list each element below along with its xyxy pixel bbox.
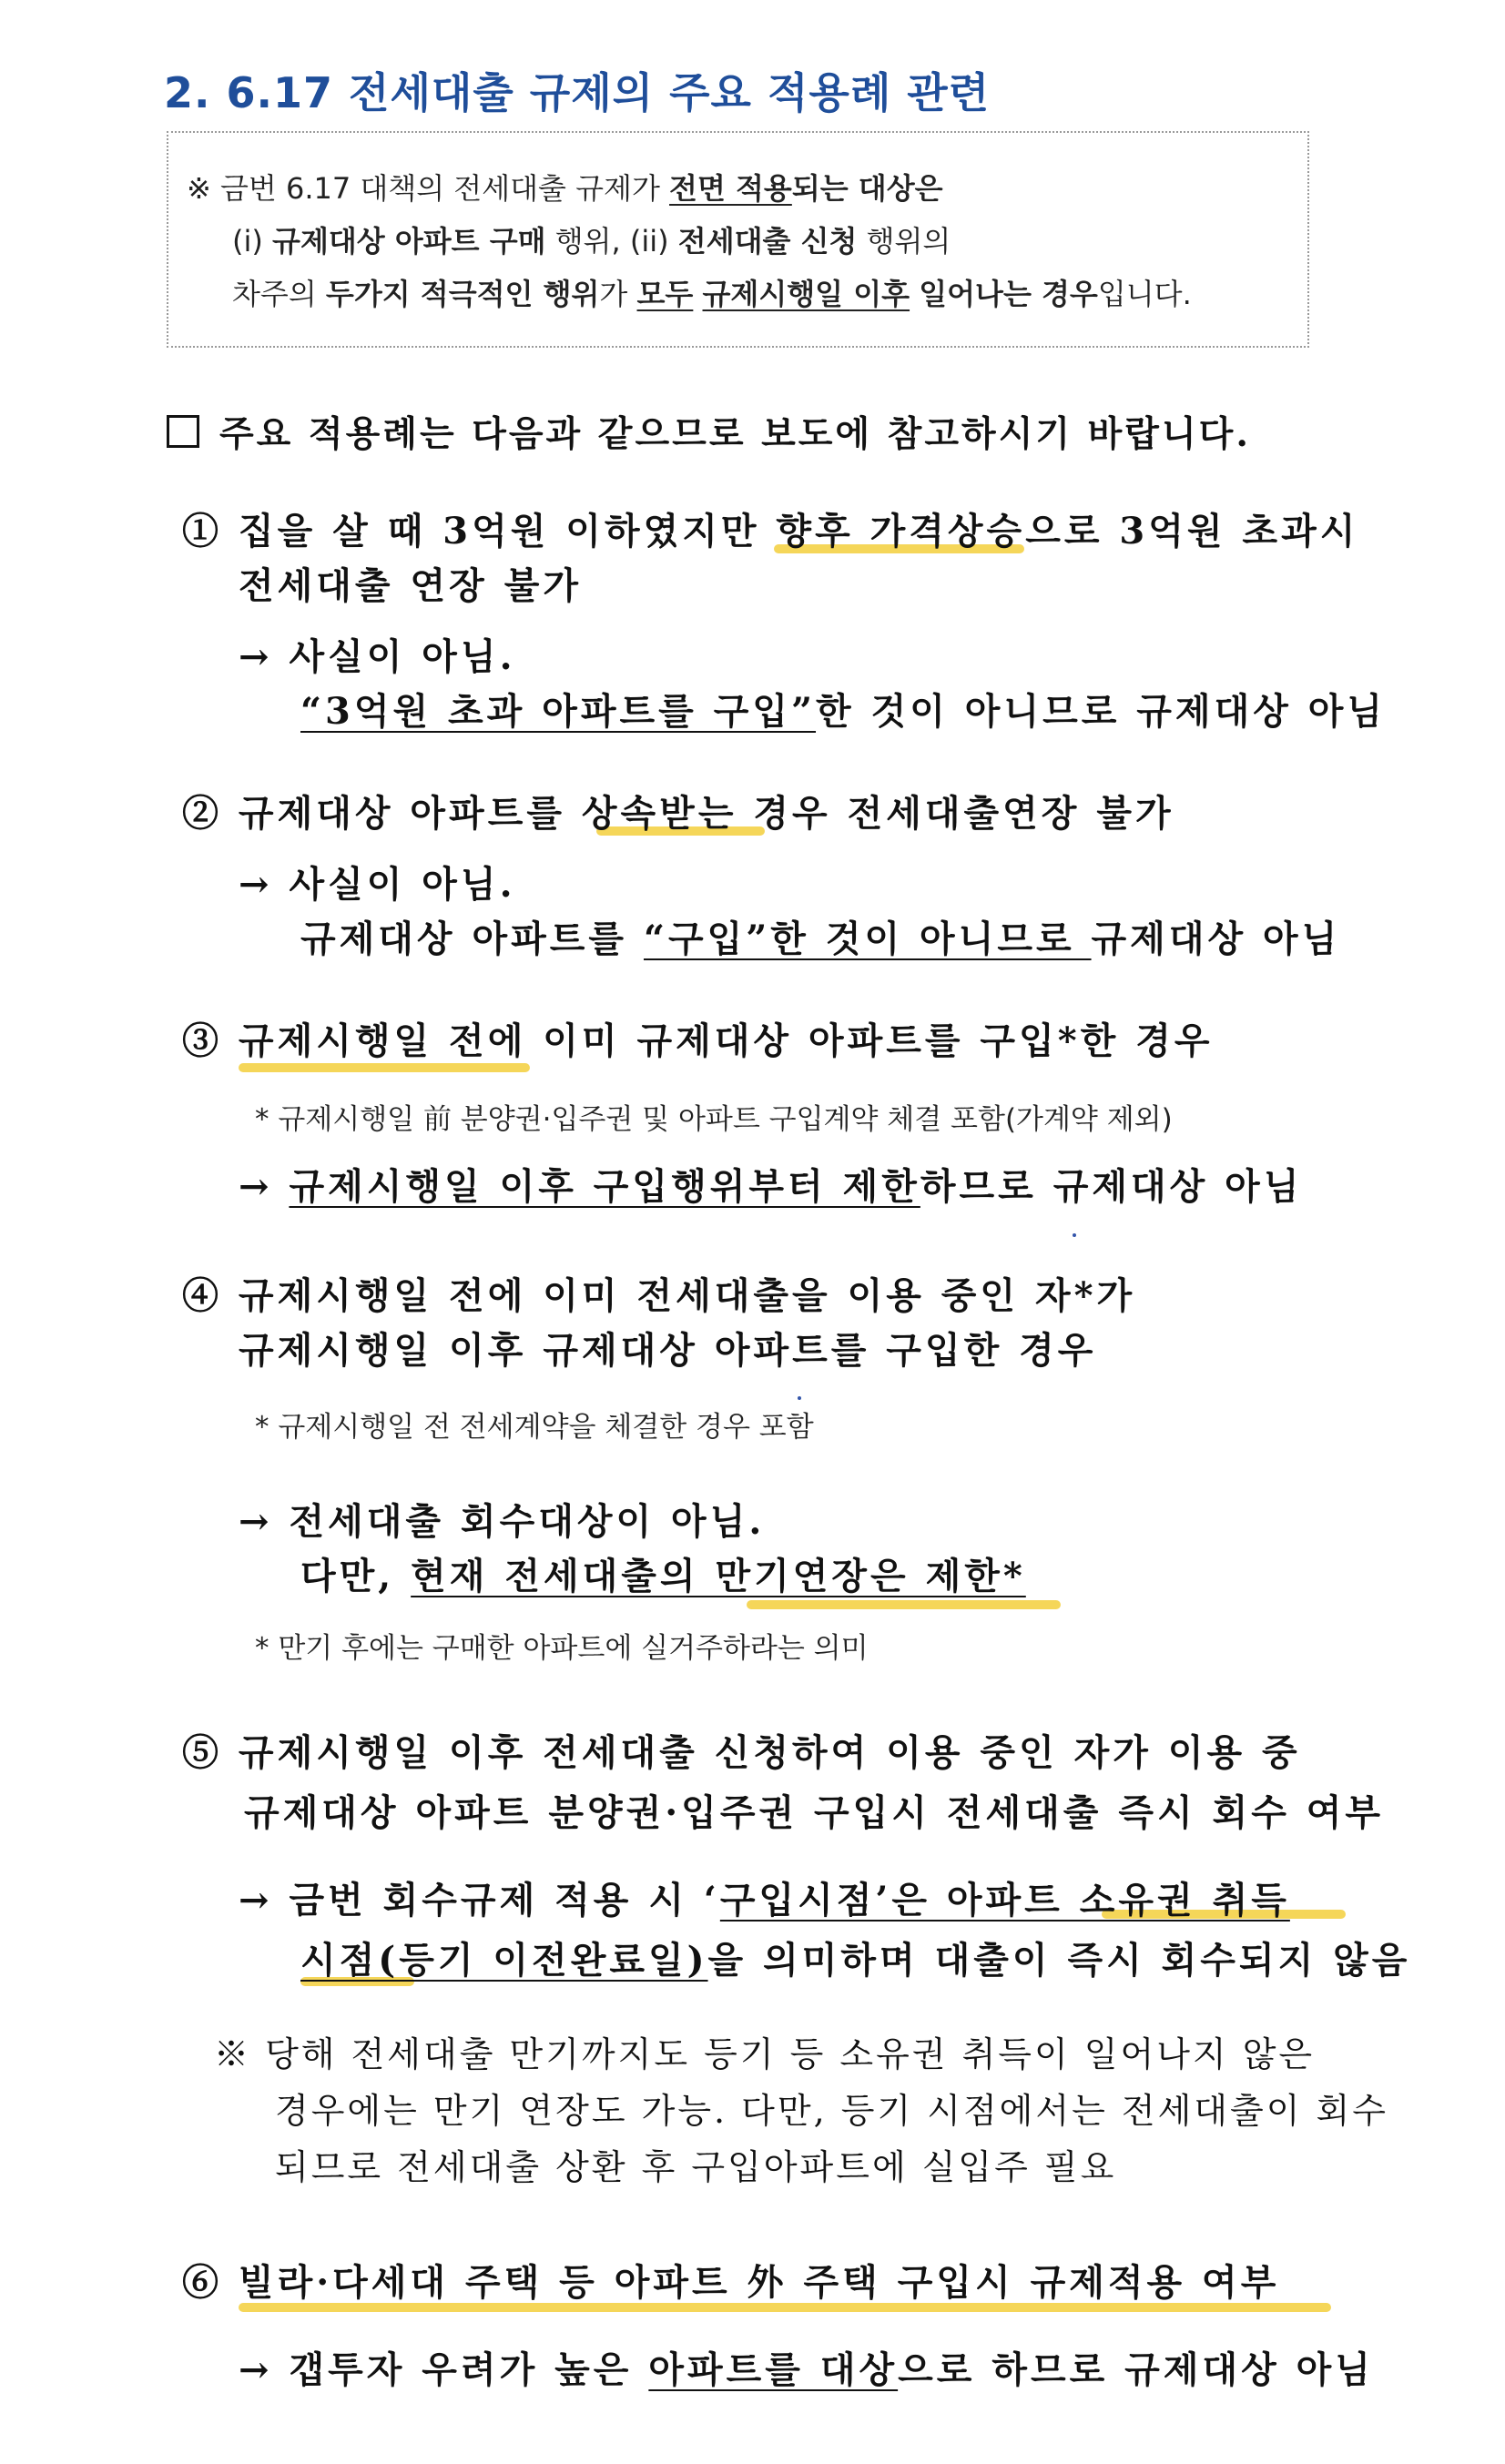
case-1-title: ① 집을 살 때 3억원 이하였지만 향후 가격상승으로 3억원 초과시 <box>182 510 1359 553</box>
case-1-answer: → 사실이 아님. <box>239 635 516 678</box>
case-6-answer: → 갭투자 우려가 높은 아파트를 대상으로 하므로 규제대상 아님 <box>239 2348 1374 2391</box>
case-2-answer: → 사실이 아님. <box>239 863 516 906</box>
notice-line-3: 차주의 두가지 적극적인 행위가 모두 규제시행일 이후 일어나는 경우입니다. <box>232 277 1192 311</box>
intro-line: 주요 적용례는 다음과 같으므로 보도에 참고하시기 바랍니다. <box>167 406 1251 457</box>
case-4-title: ④ 규제시행일 전에 이미 전세대출을 이용 중인 자*가 <box>182 1274 1136 1317</box>
case-5-title-cont: 규제대상 아파트 분양권·입주권 구입시 전세대출 즉시 회수 여부 <box>244 1791 1385 1834</box>
case-2-answer-detail: 규제대상 아파트를 “구입”한 것이 아니므로 규제대상 아님 <box>300 918 1341 960</box>
stray-dot <box>798 1396 801 1400</box>
highlight-mark <box>747 1600 1061 1609</box>
stray-dot <box>1073 1233 1076 1237</box>
case-2-title: ② 규제대상 아파트를 상속받는 경우 전세대출연장 불가 <box>182 792 1175 835</box>
case-6-title: ⑥ 빌라·다세대 주택 등 아파트 外 주택 구입시 규제적용 여부 <box>182 2261 1280 2304</box>
case-5-title: ⑤ 규제시행일 이후 전세대출 신청하여 이용 중인 자가 이용 중 <box>182 1731 1301 1774</box>
remark-line-3: 되므로 전세대출 상환 후 구입아파트에 실입주 필요 <box>275 2147 1117 2187</box>
remark-line-2: 경우에는 만기 연장도 가능. 다만, 등기 시점에서는 전세대출이 회수 <box>275 2091 1388 2131</box>
case-5-answer-cont: 시점(등기 이전완료일)을 의미하며 대출이 즉시 회수되지 않음 <box>300 1939 1411 1982</box>
case-1-answer-detail: “3억원 초과 아파트를 구입”한 것이 아니므로 규제대상 아님 <box>300 690 1387 733</box>
case-3-answer: → 규제시행일 이후 구입행위부터 제한하므로 규제대상 아님 <box>239 1165 1303 1208</box>
case-5-answer: → 금번 회수규제 적용 시 ‘구입시점’은 아파트 소유권 취득 <box>239 1879 1290 1922</box>
case-4-footnote-2: * 만기 후에는 구매한 아파트에 실거주하라는 의미 <box>255 1632 869 1665</box>
case-4-answer: → 전세대출 회수대상이 아님. <box>239 1500 766 1543</box>
case-3-footnote: * 규제시행일 前 분양권·입주권 및 아파트 구입계약 체결 포함(가계약 제외) <box>255 1103 1173 1136</box>
notice-line-2: (i) 규제대상 아파트 구매 행위, (ii) 전세대출 신청 행위의 <box>232 224 951 259</box>
section-heading: 2. 6.17 전세대출 규제의 주요 적용례 관련 <box>164 68 991 117</box>
case-4-answer-detail: 다만, 현재 전세대출의 만기연장은 제한* <box>300 1555 1026 1597</box>
remark-line-1: ※ 당해 전세대출 만기까지도 등기 등 소유권 취득이 일어나지 않은 <box>214 2034 1316 2074</box>
notice-line-1: ※ 금번 6.17 대책의 전세대출 규제가 전면 적용되는 대상은 <box>187 171 943 206</box>
highlight-mark <box>239 1063 530 1072</box>
case-4-footnote: * 규제시행일 전 전세계약을 체결한 경우 포함 <box>255 1411 814 1444</box>
case-3-title: ③ 규제시행일 전에 이미 규제대상 아파트를 구입*한 경우 <box>182 1019 1214 1062</box>
case-4-title-cont: 규제시행일 이후 규제대상 아파트를 구입한 경우 <box>239 1329 1097 1372</box>
checkbox-square-icon <box>167 415 199 448</box>
case-1-title-cont: 전세대출 연장 불가 <box>239 564 582 607</box>
notice-box <box>167 131 1309 348</box>
reference-mark: ※ <box>187 171 211 206</box>
